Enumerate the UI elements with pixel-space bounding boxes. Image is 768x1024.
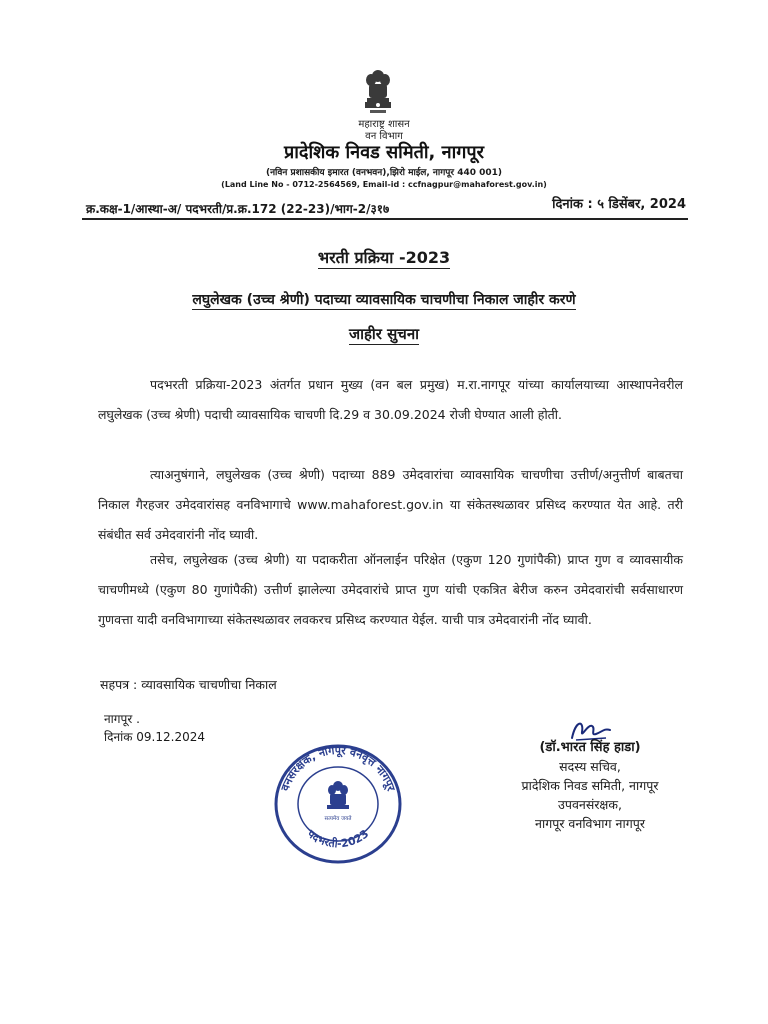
body-paragraph-2: त्याअनुषंगाने, लघुलेखक (उच्च श्रेणी) पदाच्या 889 उमेदवारांचा व्यावसायिक चाचणीचा उत्तीर्ण/अनुत्तीर्ण बाबतचा निकाल गैरहजर उमेदवारांसह वनविभागाचे www.mahaforest.gov.in या संकेतस्थळावर प्रसिध्द करण्यात येत आहे. तरी संबंधीत सर्व उमेदवारांनी नोंद घ्यावी. — [98, 467, 683, 542]
signatory-designation-1: सदस्य सचिव, — [559, 759, 621, 774]
stamp-motto: सत्यमेव जयते — [324, 816, 352, 822]
government-name: महाराष्ट्र शासन — [358, 119, 410, 130]
place-line: नागपूर . — [104, 712, 140, 726]
document-title: भरती प्रक्रिया -2023 — [317, 248, 451, 267]
office-contact: (Land Line No - 0712-2564569, Email-id : ccfnagpur@mahaforest.gov.in) — [221, 180, 547, 189]
header-divider — [82, 218, 688, 220]
document-subject: लघुलेखक (उच्च श्रेणी) पदाच्या व्यावसायिक चाचणीचा निकाल जाहीर करणे — [192, 292, 576, 308]
body-paragraph-1: पदभरती प्रक्रिया-2023 अंतर्गत प्रधान मुख्य (वन बल प्रमुख) म.रा.नागपूर यांच्या कार्यालयाच्या आस्थापनेवरील लघुलेखक (उच्च श्रेणी) पदाची व्यावसायिक चाचणी दि.29 व 30.09.2024 रोजी घेण्यात आली होती. — [98, 377, 683, 422]
stamp-emblem-icon — [327, 781, 349, 809]
signatory-designation-2: प्रादेशिक निवड समिती, नागपूर — [521, 778, 659, 793]
department-name: वन विभाग — [365, 131, 403, 142]
letter-date: दिनांक : ५ डिसेंबर, 2024 — [552, 197, 686, 212]
reference-number: क्र.कक्ष-1/आस्था-अ/ पदभरती/प्र.क्र.172 (22-23)/भाग-2/३१७ — [86, 202, 390, 216]
office-address: (नविन प्रशासकीय इमारत (वनभवन),झिरो माईल, नागपूर 440 001) — [265, 168, 503, 178]
signatory-name: (डॉ.भारत सिंह हाडा) — [539, 740, 641, 755]
ashoka-emblem-icon — [360, 68, 396, 116]
office-name: प्रादेशिक निवड समिती, नागपूर — [283, 142, 484, 163]
stamp-ring-top: वनसंरक्षक, नागपूर वनवृत्त नागपूर — [278, 743, 398, 793]
official-stamp — [268, 740, 408, 868]
body-paragraph-3: तसेच, लघुलेखक (उच्च श्रेणी) या पदाकरीता ऑनलाईन परिक्षेत (एकुण 120 गुणांपैकी) प्राप्त गुण व व्यावसायीक चाचणीमध्ये (एकुण 80 गुणांपैकी) उत्तीर्ण झालेल्या उमेदवारांचे प्राप्त गुण यांची एकत्रित बेरीज करुन उमेदवारांची सर्वसाधारण गुणवत्ता यादी वनविभागाच्या संकेतस्थळावर लवकरच प्रसिध्द करण्यात येईल. याची पात्र उमेदवारांनी नोंद घ्यावी. — [98, 552, 683, 627]
stamp-ring-bottom: पदभरती-2023 — [304, 827, 372, 851]
signatory-block — [470, 738, 710, 833]
signatory-designation-3: उपवनसंरक्षक, — [558, 797, 622, 812]
notice-heading: जाहीर सुचना — [348, 325, 420, 343]
signatory-designation-4: नागपूर वनविभाग नागपूर — [535, 816, 645, 831]
reference-row — [86, 194, 686, 218]
issue-date: दिनांक 09.12.2024 — [104, 730, 205, 744]
svg-text:पदभरती-2023 — [304, 827, 371, 851]
enclosure-line: सहपत्र : व्यावसायिक चाचणीचा निकाल — [100, 677, 277, 692]
